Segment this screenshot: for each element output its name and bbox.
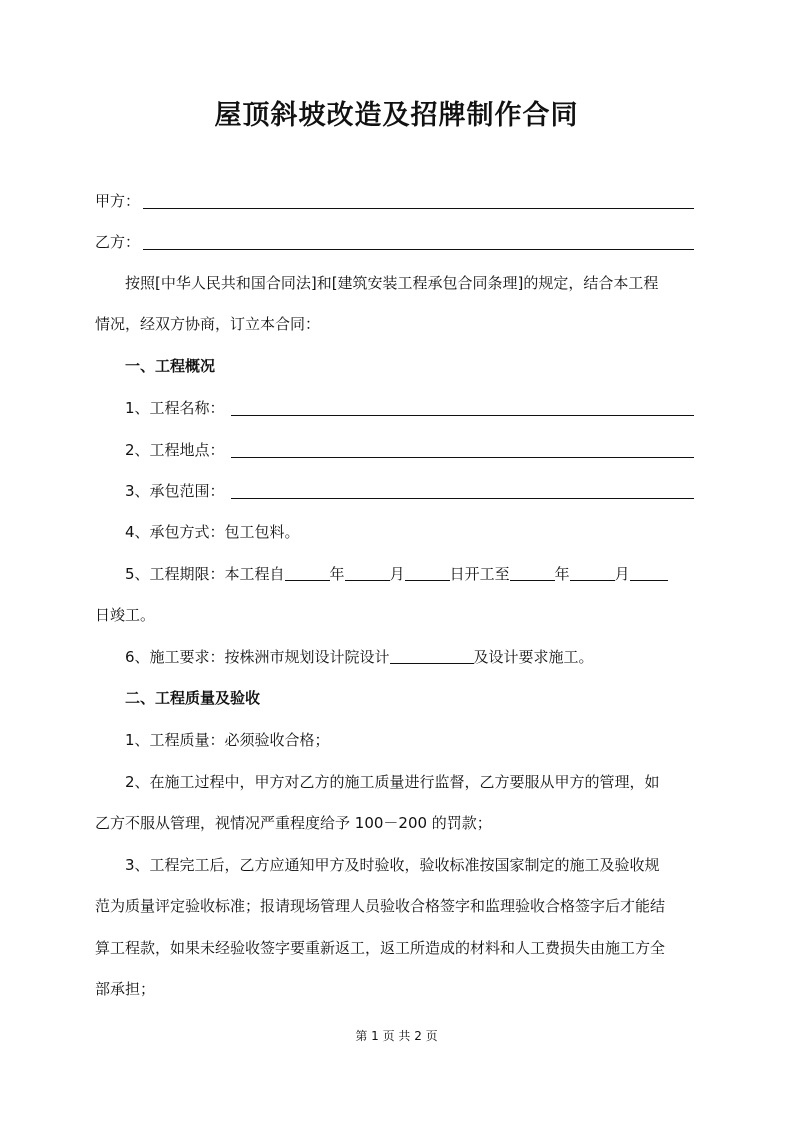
project-location-label: 2、工程地点： bbox=[125, 441, 225, 459]
party-a-blank bbox=[143, 207, 694, 209]
intro-line-2: 情况，经双方协商，订立本合同： bbox=[95, 315, 321, 333]
end-day-blank bbox=[630, 564, 668, 581]
contract-method: 4、承包方式：包工包料。 bbox=[125, 523, 300, 541]
project-location-blank bbox=[231, 456, 694, 458]
quality-item-3-line-2: 范为质量评定验收标准；报请现场管理人员验收合格签字和监理验收合格签字后才能结 bbox=[95, 897, 666, 915]
party-a-label: 甲方： bbox=[95, 192, 141, 210]
project-period-prefix: 5、工程期限：本工程自 bbox=[125, 565, 285, 583]
quality-item-3-line-1: 3、工程完工后，乙方应通知甲方及时验收，验收标准按国家制定的施工及验收规 bbox=[125, 856, 660, 874]
contract-scope-label: 3、承包范围： bbox=[125, 482, 225, 500]
project-name-label: 1、工程名称： bbox=[125, 399, 225, 417]
start-month-label: 月 bbox=[389, 565, 405, 583]
quality-item-2-line-1: 2、在施工过程中，甲方对乙方的施工质量进行监督，乙方要服从甲方的管理，如 bbox=[125, 773, 660, 791]
end-month-label: 月 bbox=[614, 565, 630, 583]
project-period-end: 日竣工。 bbox=[95, 606, 156, 624]
quality-item-1: 1、工程质量：必须验收合格； bbox=[125, 731, 330, 749]
party-b-label: 乙方： bbox=[95, 233, 141, 251]
construction-requirement bbox=[125, 646, 594, 668]
construction-requirement-suffix: 及设计要求施工。 bbox=[473, 648, 594, 666]
quality-item-2-line-2: 乙方不服从管理，视情况严重程度给予 100－200 的罚款； bbox=[95, 814, 492, 832]
section-2-heading: 二、工程质量及验收 bbox=[125, 689, 261, 707]
start-year-label: 年 bbox=[329, 565, 345, 583]
end-month-blank bbox=[570, 564, 615, 581]
intro-line-1: 按照[中华人民共和国合同法]和[建筑安装工程承包合同条理]的规定，结合本工程 bbox=[125, 274, 659, 292]
document-title: 屋顶斜坡改造及招牌制作合同 bbox=[214, 100, 579, 131]
contract-scope-blank bbox=[231, 497, 694, 499]
start-day-blank bbox=[405, 564, 450, 581]
page-footer: 第 1 页 共 2 页 bbox=[355, 1029, 438, 1043]
end-year-blank bbox=[510, 564, 555, 581]
construction-requirement-prefix: 6、施工要求：按株洲市规划设计院设计 bbox=[125, 648, 390, 666]
start-year-blank bbox=[285, 564, 330, 581]
party-b-blank bbox=[143, 248, 694, 250]
project-name-blank bbox=[231, 414, 694, 416]
design-blank bbox=[390, 647, 474, 664]
start-day-label: 日开工至 bbox=[449, 565, 510, 583]
quality-item-3-line-4: 部承担； bbox=[95, 980, 156, 998]
start-month-blank bbox=[345, 564, 390, 581]
section-1-heading: 一、工程概况 bbox=[125, 357, 216, 375]
end-year-label: 年 bbox=[554, 565, 570, 583]
project-period bbox=[125, 563, 668, 585]
quality-item-3-line-3: 算工程款，如果未经验收签字要重新返工，返工所造成的材料和人工费损失由施工方全 bbox=[95, 939, 666, 957]
